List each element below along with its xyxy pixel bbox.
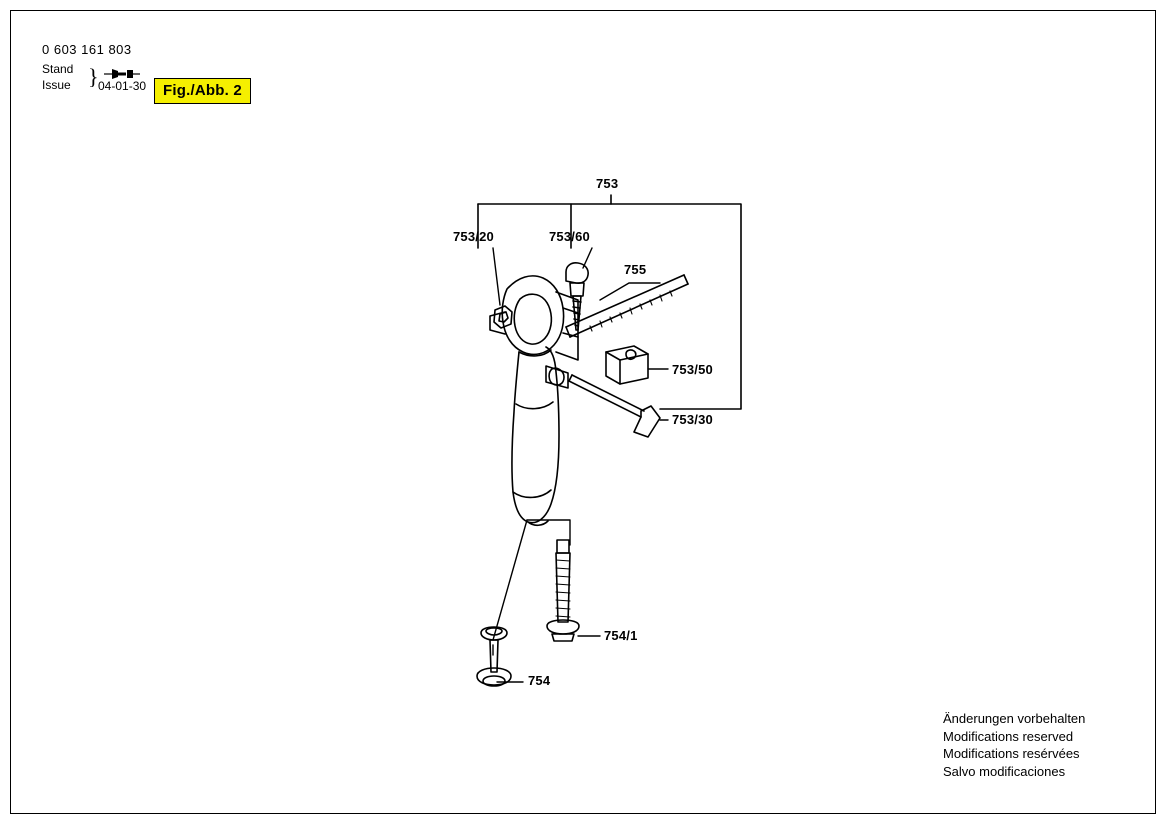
callout-755: 755	[624, 262, 647, 277]
callout-753: 753	[596, 176, 619, 191]
footer-line-de: Änderungen vorbehalten	[943, 711, 1086, 726]
callout-754: 754	[528, 673, 551, 688]
part-753-30-clamp-bolt	[546, 366, 660, 437]
callout-754-1: 754/1	[604, 628, 638, 643]
brace-glyph: }	[88, 64, 99, 89]
footer-disclaimer	[943, 710, 1085, 780]
footer-line-es: Salvo modificaciones	[943, 763, 1066, 779]
issue-date: 04-01-30	[98, 79, 147, 93]
part-754-1-screw	[547, 540, 579, 641]
callout-753-50: 753/50	[672, 362, 713, 377]
callout-753-30: 753/30	[672, 412, 713, 427]
leader-lines	[493, 248, 668, 682]
part-753-50-block	[606, 346, 648, 384]
figure-label-box: Fig./Abb. 2	[154, 78, 251, 104]
issue-label: Issue	[42, 78, 71, 92]
part-number: 0 603 161 803	[42, 42, 132, 57]
footer-line-fr: Modifications resérvées	[943, 746, 1080, 761]
callout-753-60: 753/60	[549, 229, 590, 244]
callout-753-20: 753/20	[453, 229, 494, 244]
footer-line-en: Modifications reserved	[943, 728, 1074, 744]
stand-label: Stand	[42, 62, 74, 76]
